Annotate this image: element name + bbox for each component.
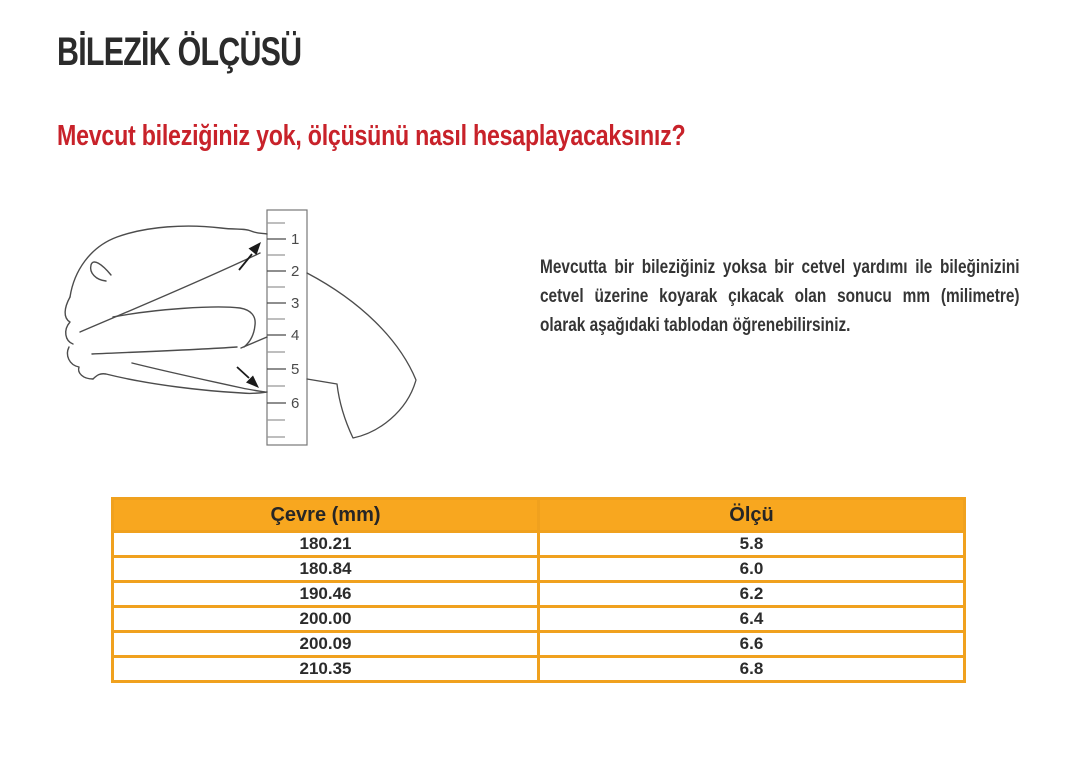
table-header-olcu: Ölçü (539, 499, 965, 532)
instructions-text: Mevcutta bir bileziğiniz yoksa bir cetvel yardımı ile bileğinizini cetvel üzerine koyarak çıkacak olan sonucu mm (milimetre) olarak aşağıdaki tablodan öğrenebilirsiniz. (540, 257, 1020, 336)
ruler-body (267, 210, 307, 445)
table-cell: 6.8 (539, 657, 965, 682)
table-cell: 200.09 (113, 632, 539, 657)
table-row (113, 607, 965, 632)
table-cell: 6.4 (539, 607, 965, 632)
section-subtitle: Mevcut bileziğiniz yok, ölçüsünü nasıl hesaplayacaksınız? (57, 120, 686, 152)
ruler-number: 5 (291, 361, 300, 378)
table-row (113, 582, 965, 607)
arrow-top-icon (239, 242, 261, 270)
table-cell: 5.8 (539, 532, 965, 557)
table-row (113, 557, 965, 582)
table-cell: 6.2 (539, 582, 965, 607)
table-row (113, 657, 965, 682)
hand-measurement-illustration (55, 195, 475, 465)
arrow-bottom-icon (237, 367, 259, 388)
hand-drawing (65, 226, 267, 393)
table-row (113, 532, 965, 557)
table-cell: 6.6 (539, 632, 965, 657)
table-cell: 6.0 (539, 557, 965, 582)
ruler-number: 1 (291, 231, 300, 248)
table-cell: 200.00 (113, 607, 539, 632)
table-cell: 180.21 (113, 532, 539, 557)
table-header-row (113, 499, 965, 532)
ruler (267, 210, 307, 445)
hand-on-ruler-drawing (55, 195, 475, 465)
arm-drawing (307, 273, 416, 438)
ruler-number: 3 (291, 295, 300, 312)
table-cell: 190.46 (113, 582, 539, 607)
ruler-number: 4 (291, 327, 300, 344)
table-cell: 210.35 (113, 657, 539, 682)
size-table-body (113, 532, 965, 682)
ruler-number: 6 (291, 395, 300, 412)
table-row (113, 632, 965, 657)
table-header-cevre: Çevre (mm) (113, 499, 539, 532)
size-table (111, 497, 966, 683)
ruler-number: 2 (291, 263, 300, 280)
table-cell: 180.84 (113, 557, 539, 582)
page-title: BİLEZİK ÖLÇÜSÜ (57, 30, 302, 74)
